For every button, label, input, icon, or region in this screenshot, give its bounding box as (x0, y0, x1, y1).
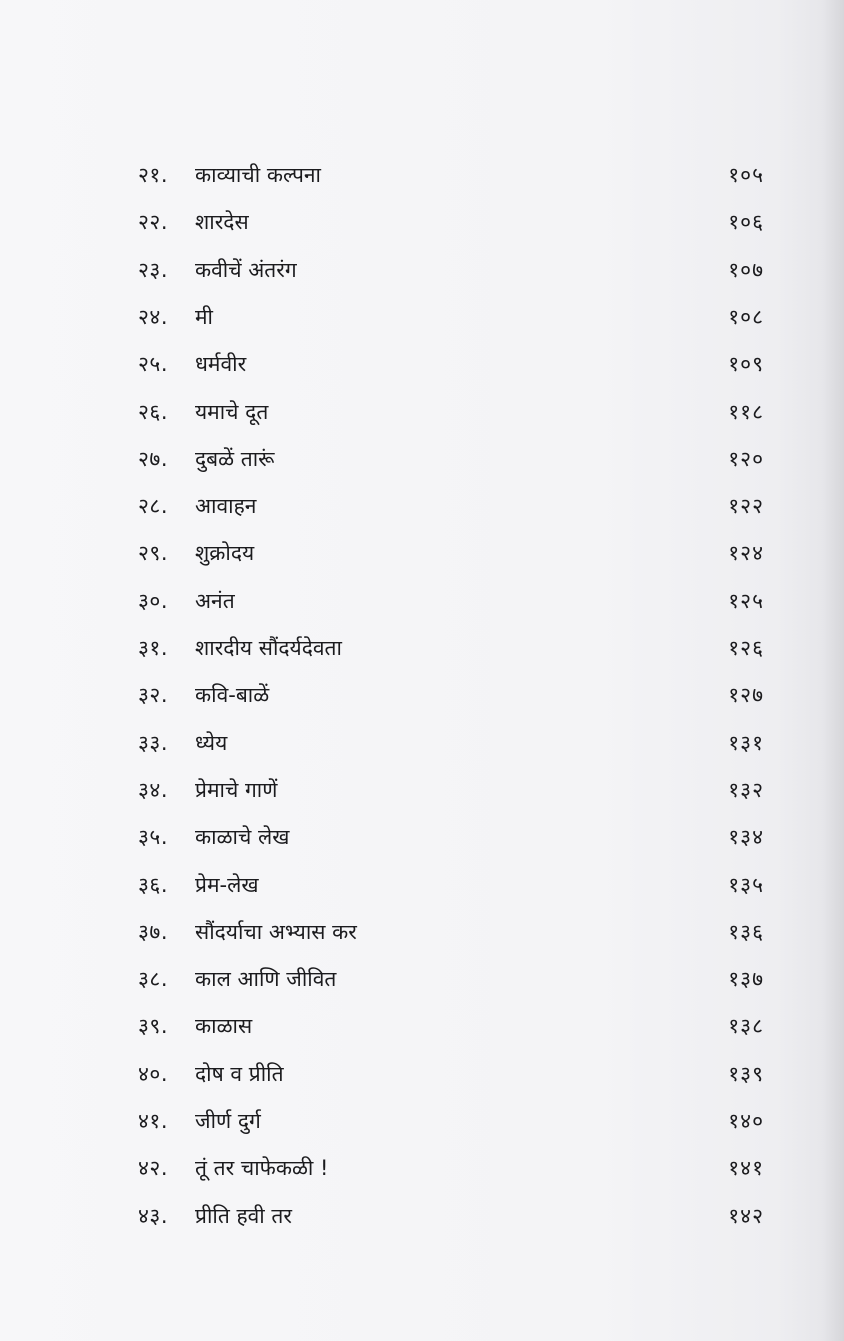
toc-entry (0, 1006, 844, 1046)
toc-entry-number: २१. (138, 163, 169, 187)
toc-entry-title: दोष व प्रीति (195, 1061, 284, 1086)
toc-entry-title: तूं तर चाफेकळी ! (195, 1156, 329, 1181)
toc-entry-page-number: १३६ (728, 919, 764, 944)
toc-entry (0, 723, 844, 763)
toc-entry (0, 1101, 844, 1141)
toc-entry-number: ३२. (138, 683, 169, 708)
toc-entry-number: २३. (138, 257, 169, 282)
toc-entry-title: अनंत (195, 588, 235, 613)
toc-entry-number: ४३. (138, 1203, 169, 1228)
toc-entry-number: ३४. (138, 777, 169, 802)
toc-entry-number: २६. (138, 399, 169, 424)
toc-entry (0, 912, 844, 952)
toc-entry-number: २७. (138, 446, 169, 471)
toc-entry-page-number: १३८ (728, 1014, 764, 1039)
toc-entry (0, 344, 844, 384)
toc-entry (0, 1054, 844, 1094)
toc-entry-title: प्रेमाचे गाणें (195, 777, 278, 802)
toc-entry-number: ३३. (138, 730, 169, 755)
toc-entry-number: ४०. (138, 1061, 169, 1086)
toc-entry-page-number: १२४ (728, 541, 764, 566)
toc-entry-title: शुक्रोदय (195, 541, 255, 566)
toc-entry-number: २४. (138, 304, 169, 329)
toc-entry (0, 628, 844, 668)
toc-entry-page-number: १३४ (728, 825, 764, 850)
toc-entry-page-number: १२७ (728, 683, 764, 708)
toc-entry-title: काळास (195, 1014, 253, 1039)
toc-entry-page-number: १०७ (728, 257, 764, 282)
toc-entry-title: सौंदर्याचा अभ्यास कर (195, 919, 357, 944)
toc-entry-number: ३६. (138, 872, 169, 897)
toc-entry-number: २८. (138, 494, 169, 519)
toc-entry (0, 675, 844, 715)
toc-entry-page-number: १४२ (728, 1203, 764, 1228)
toc-entry-title: दुबळें तारूं (195, 446, 275, 471)
toc-entry-page-number: १०५ (728, 163, 764, 187)
toc-entry (0, 959, 844, 999)
toc-entry-number: २९. (138, 541, 169, 566)
toc-entry-page-number: १३९ (728, 1061, 764, 1086)
toc-entry-title: आवाहन (195, 494, 257, 519)
toc-entry-title: प्रीति हवी तर (195, 1203, 292, 1228)
toc-entry-title: यमाचे दूत (195, 399, 269, 424)
toc-entry-page-number: १०८ (728, 304, 764, 329)
toc-entry-page-number: १४० (728, 1109, 764, 1133)
toc-entry (0, 392, 844, 432)
toc-entry (0, 486, 844, 526)
toc-entry-number: २२. (138, 210, 169, 235)
toc-entry-page-number: १०६ (728, 210, 764, 235)
toc-entry-title: मी (195, 304, 213, 329)
toc-entry (0, 1148, 844, 1188)
toc-entry (0, 297, 844, 337)
toc-entry-title: धर्मवीर (195, 352, 247, 377)
toc-entry-number: ३८. (138, 967, 169, 992)
toc-entry (0, 439, 844, 479)
toc-entry-title: कवीचें अंतरंग (195, 257, 297, 282)
toc-entry (0, 202, 844, 242)
toc-entry-title: काल आणि जीवित (195, 967, 337, 992)
toc-entry-number: ३५. (138, 825, 169, 850)
toc-entry (0, 155, 844, 195)
toc-entry-page-number: १२० (728, 446, 764, 471)
toc-entry-page-number: १३२ (728, 777, 764, 802)
toc-entry-page-number: १२५ (728, 588, 764, 613)
toc-entry-title: कवि-बाळें (195, 683, 270, 708)
toc-entry-title: जीर्ण दुर्ग (195, 1109, 261, 1133)
toc-entry-page-number: १३१ (728, 730, 764, 755)
toc-entry-page-number: १२६ (728, 636, 764, 660)
toc-entry (0, 581, 844, 621)
toc-entry-page-number: १०९ (728, 352, 764, 377)
toc-entry-number: २५. (138, 352, 169, 377)
toc-entry-page-number: १२२ (728, 494, 764, 519)
toc-entry-title: ध्येय (195, 730, 228, 755)
toc-entry-title: प्रेम-लेख (195, 872, 259, 897)
toc-entry (0, 1196, 844, 1236)
toc-entry-page-number: ११८ (728, 399, 764, 424)
toc-entry (0, 770, 844, 810)
toc-entry-title: काळाचे लेख (195, 825, 290, 850)
toc-entry (0, 250, 844, 290)
toc-entry-title: शारदीय सौंदर्यदेवता (195, 636, 342, 660)
toc-entry-number: ४२. (138, 1156, 169, 1181)
toc-entry-number: ३०. (138, 588, 169, 613)
toc-entry-title: काव्याची कल्पना (195, 163, 321, 187)
toc-entry (0, 817, 844, 857)
toc-entry-number: ३१. (138, 636, 169, 660)
toc-entry-title: शारदेस (195, 210, 249, 235)
toc-entry (0, 533, 844, 573)
toc-entry-page-number: १३७ (728, 967, 764, 992)
toc-entry-number: ४१. (138, 1109, 169, 1133)
toc-entry-page-number: १४१ (728, 1156, 764, 1181)
toc-entry-number: ३९. (138, 1014, 169, 1039)
toc-entry-page-number: १३५ (728, 872, 764, 897)
toc-entry-number: ३७. (138, 919, 169, 944)
toc-entry (0, 865, 844, 905)
